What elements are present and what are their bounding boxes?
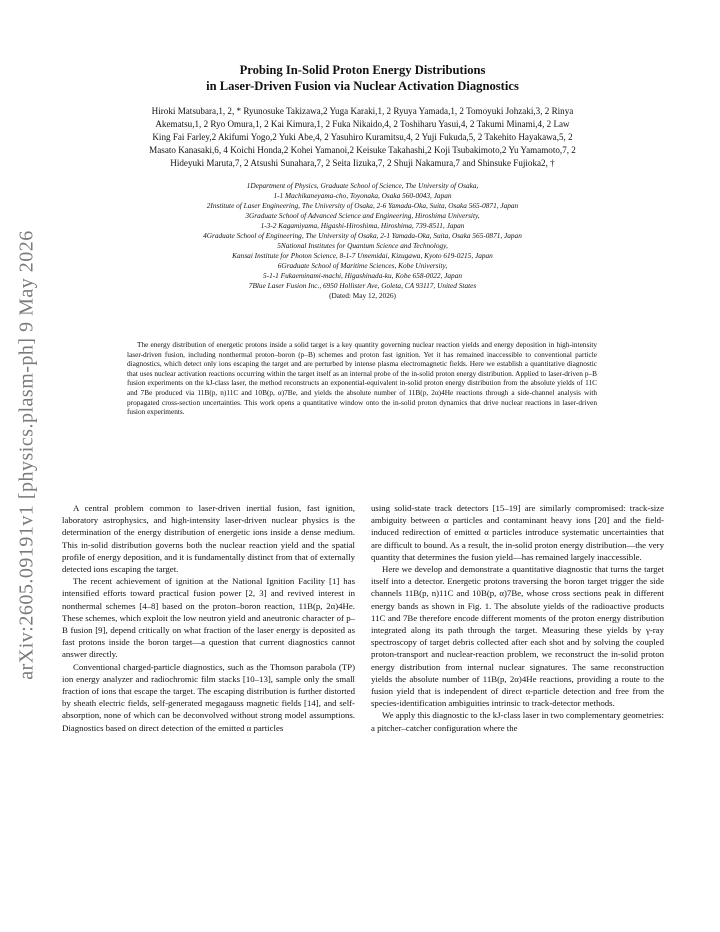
affiliation-list [105,181,620,301]
paper-title [90,62,635,94]
affiliation-line: 1Department of Physics, Graduate School of Science, The University of Osaka, [246,181,479,190]
affiliation-line: 3Graduate School of Advanced Science and Engineering, Hiroshima University, [245,211,480,220]
abstract: The energy distribution of energetic protons inside a solid target is a key quantity governing nuclear reaction yields and energy deposition in high-intensity laser-driven fusion, including nonthermal proton–boron (p–B) schemes and proton fast ignition. Yet it has remained inaccessible to conventional particle diagnostics, which detect only ions escaping the target and are perturbed by intense plasma electromagnetic fields. Here we establish a quantitative diagnostic that uses nuclear activation reactions occurring within the target itself as an internal probe of the in-solid proton energy distribution. Applied to laser-driven p–B fusion experiments on the kJ-class laser, the method reconstructs an exponential-equivalent in-solid proton energy distribution from the absolute yields of 11C and 7Be produced via 11B(p, n)11C and 10B(p, α)7Be, and yields the absolute number of 11B(p, 2α)4He reactions through a side-channel analysis with propagated cross-section uncertainties. This work opens a quantitative window onto the in-solid proton dynamics that drive nuclear reactions in laser-driven fusion experiments. [127,340,597,417]
affiliation-line: 1-1 Machikaneyama-cho, Toyonaka, Osaka 560-0043, Japan [273,191,452,200]
affiliation-line: 1-3-2 Kagamiyama, Higashi-Hiroshima, Hiroshima, 739-8511, Japan [260,221,465,230]
title-line-1: Probing In-Solid Proton Energy Distributions [239,63,486,77]
body-column-left [62,502,355,734]
author-line: Hideyuki Maruta,7, 2 Atsushi Sunahara,7, 2 Seita Iizuka,7, 2 Shuji Nakamura,7 and Shinsuke Fujioka2, † [170,158,555,168]
body-paragraph: Here we develop and demonstrate a quantitative diagnostic that turns the target itself into a detector. Energetic protons traversing the boron target trigger the side channels 11B(p, n)11C and 10B(p, α)7Be, whose cross sections peak in different energy bands as shown in Fig. 1. The absolute yields of the radioactive products 11C and 7Be therefore encode different moments of the proton energy distribution integrated along its path through the target. Measuring these yields by γ-ray spectroscopy of target debris collected after each shot and by solving the coupled proton-transport and nuclear-reaction problem, we reconstruct the in-solid proton energy distribution from internal nuclear signatures. The same reconstruction yields the absolute number of 11B(p, 2α)4He reactions, providing a route to the fusion yield that is independent of direct α-particle detection and free from the species-identification ambiguities intrinsic to track-detector methods. [371,564,664,709]
arxiv-id-text: arXiv:2605.09191v1 [physics.plasm-ph] 9 May 2026 [15,230,38,680]
author-line: Masato Kanasaki,6, 4 Koichi Honda,2 Kohei Yamanoi,2 Keisuke Takahashi,2 Koji Tsubakimoto,2 Yu Yamamoto,7, 2 [149,145,576,155]
affiliation-line: 6Graduate School of Maritime Sciences, Kobe University, [277,261,448,270]
arxiv-sidebar-stamp [2,215,52,695]
author-line: King Fai Farley,2 Akifumi Yogo,2 Yuki Abe,4, 2 Yasuhiro Kuramitsu,4, 2 Yuji Fukuda,5, 2 Takehito Hayakawa,5, 2 [152,132,573,142]
body-paragraph: A central problem common to laser-driven inertial fusion, fast ignition, laboratory astrophysics, and high-intensity laser-driven nuclear physics is the determination of the energy distribution of energetic ions inside a dense medium. This in-solid distribution governs both the nuclear reaction yield and the spatial profile of energy deposition, and it is fundamentally distinct from that of externally detected ions escaping the target. [62,503,355,575]
title-line-2: in Laser-Driven Fusion via Nuclear Activation Diagnostics [206,79,519,93]
body-paragraph: using solid-state track detectors [15–19] are similarly compromised: track-size ambiguity between α particles and contaminant heavy ions [20] and the field-induced redirection of emitted α particles introduce systematic uncertainties that are difficult to bound. As a result, the in-solid proton energy distribution—the very quantity that determines the fusion yield—has remained largely inaccessible. [371,503,664,562]
author-line: Hiroki Matsubara,1, 2, * Ryunosuke Takizawa,2 Yuga Karaki,1, 2 Ryuya Yamada,1, 2 Tomoyuki Johzaki,3, 2 Rinya [151,106,574,116]
affiliation-line: 5-1-1 Fukaeminami-machi, Higashinada-ku, Kobe 658-0022, Japan [262,271,462,280]
body-paragraph: Conventional charged-particle diagnostics, such as the Thomson parabola (TP) ion energy analyzer and radiochromic film stacks [10–13], sample only the small fraction of ions that escape the target. The escaping distribution is further distorted by sheath electric fields, self-generated megagauss magnetic fields [14], and self-absorption, none of which can be deconvolved without strong model assumptions. Diagnostics based on direct detection of the emitted α particles [62,661,355,733]
affiliation-line: 2Institute of Laser Engineering, The University of Osaka, 2-6 Yamada-Oka, Suita, Osaka 565-0871, Japan [206,201,519,210]
body-column-right [371,502,664,734]
author-list [100,105,625,170]
affiliation-line: Kansai Institute for Photon Science, 8-1-7 Umemidai, Kizugawa, Kyoto 619-0215, Japan [232,251,493,260]
affiliation-line: 4Graduate School of Engineering, The University of Osaka, 2-1 Yamada-Oka, Suita, Osaka 565-0871, Japan [203,231,522,240]
date-line: (Dated: May 12, 2026) [329,291,396,300]
affiliation-line: 7Blue Laser Fusion Inc., 6950 Hollister Ave, Goleta, CA 93117, United States [248,281,477,290]
author-line: Akematsu,1, 2 Ryo Omura,1, 2 Kai Kimura,1, 2 Fuka Nikaido,4, 2 Toshiharu Yasui,4, 2 Takumi Minami,4, 2 Law [155,119,570,129]
body-paragraph: We apply this diagnostic to the kJ-class laser in two complementary geometries: a pitcher–catcher configuration where the [371,710,664,733]
body-paragraph: The recent achievement of ignition at the National Ignition Facility [1] has intensified efforts toward practical fusion power [2, 3] and revived interest in nonthermal schemes [4–8] based on the proton–boron reaction, 11B(p, 2α)4He. These schemes, which exploit the low neutron yield and aneutronic character of p–B fusion [9], depend critically on what fraction of the laser energy is deposited as fast protons inside the boron target—a question that current diagnostics cannot answer directly. [62,576,355,660]
affiliation-line: 5National Institutes for Quantum Science and Technology, [277,241,448,250]
